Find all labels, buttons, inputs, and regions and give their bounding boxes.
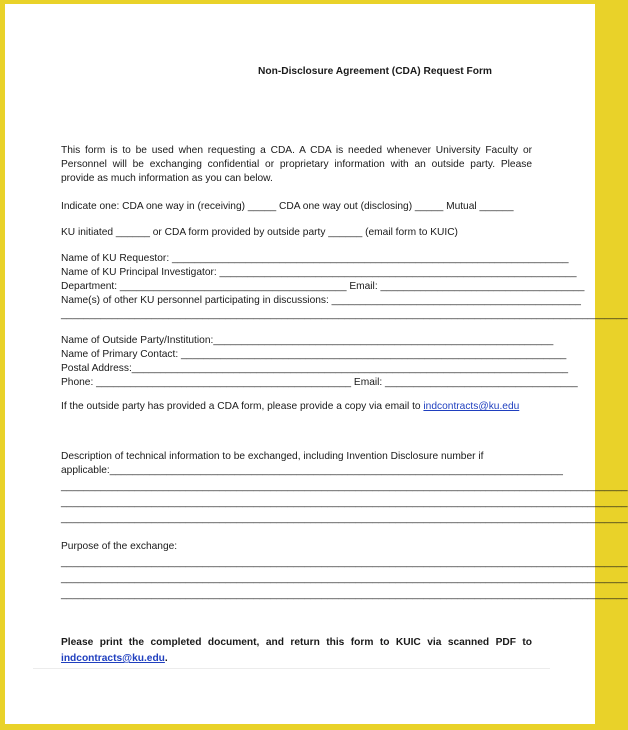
purpose-line-2[interactable]: ____________________________________________________________________________________________________ [61, 573, 628, 584]
description-line-2[interactable]: ____________________________________________________________________________________________________ [61, 481, 628, 492]
cda-copy-text: If the outside party has provided a CDA form, please provide a copy via email to [61, 401, 424, 412]
closing-email-link[interactable]: indcontracts@ku.edu [61, 653, 165, 664]
indicate-line[interactable]: Indicate one: CDA one way in (receiving) _____ CDA one way out (disclosing) _____ Mutual ______ [61, 201, 514, 212]
intro-line-3: provide as much information as you can below. [61, 173, 273, 184]
email-link[interactable]: indcontracts@ku.edu [423, 401, 520, 412]
other-personnel-field[interactable]: Name(s) of other KU personnel participating in discussions: ____________________________________________ [61, 295, 581, 306]
cda-copy-line [61, 400, 532, 413]
purpose-line-3[interactable]: ____________________________________________________________________________________________________ [61, 589, 628, 600]
intro-line-1: This form is to be used when requesting a CDA. A CDA is needed whenever University Faculty or [61, 145, 532, 156]
ku-requestor-field[interactable]: Name of KU Requestor: ______________________________________________________________________ [61, 253, 569, 264]
other-personnel-continued[interactable]: ____________________________________________________________________________________________________ [61, 309, 628, 320]
description-line-3[interactable]: ____________________________________________________________________________________________________ [61, 497, 628, 508]
department-email-field[interactable]: Department: ________________________________________ Email: ____________________________________ [61, 281, 585, 292]
document-page [5, 4, 628, 724]
closing-email-line [61, 652, 532, 665]
intro-line-2: Personnel will be exchanging confidential or proprietary information with an outside party. Please [61, 159, 532, 170]
description-label: Description of technical information to be exchanged, including Invention Disclosure number if [61, 451, 484, 462]
purpose-label: Purpose of the exchange: [61, 541, 178, 552]
primary-contact-field[interactable]: Name of Primary Contact: ____________________________________________________________________ [61, 349, 567, 360]
purpose-line-1[interactable]: ____________________________________________________________________________________________________ [61, 557, 628, 568]
ku-pi-field[interactable]: Name of KU Principal Investigator: _______________________________________________________________ [61, 267, 577, 278]
initiated-line[interactable]: KU initiated ______ or CDA form provided by outside party ______ (email form to KUIC) [61, 227, 458, 238]
outside-party-field[interactable]: Name of Outside Party/Institution:____________________________________________________________ [61, 335, 554, 346]
description-line-1[interactable]: applicable:________________________________________________________________________________ [61, 465, 563, 476]
closing-text: Please print the completed document, and return this form to KUIC via scanned PDF to [61, 637, 532, 648]
closing-period: . [164, 653, 168, 664]
postal-address-field[interactable]: Postal Address:_____________________________________________________________________________ [61, 363, 569, 374]
description-line-4[interactable]: ____________________________________________________________________________________________________ [61, 513, 628, 524]
footer-divider [33, 668, 550, 669]
phone-email-field[interactable]: Phone: _____________________________________________ Email: __________________________________ [61, 377, 578, 388]
form-title: Non-Disclosure Agreement (CDA) Request Form [258, 66, 492, 77]
